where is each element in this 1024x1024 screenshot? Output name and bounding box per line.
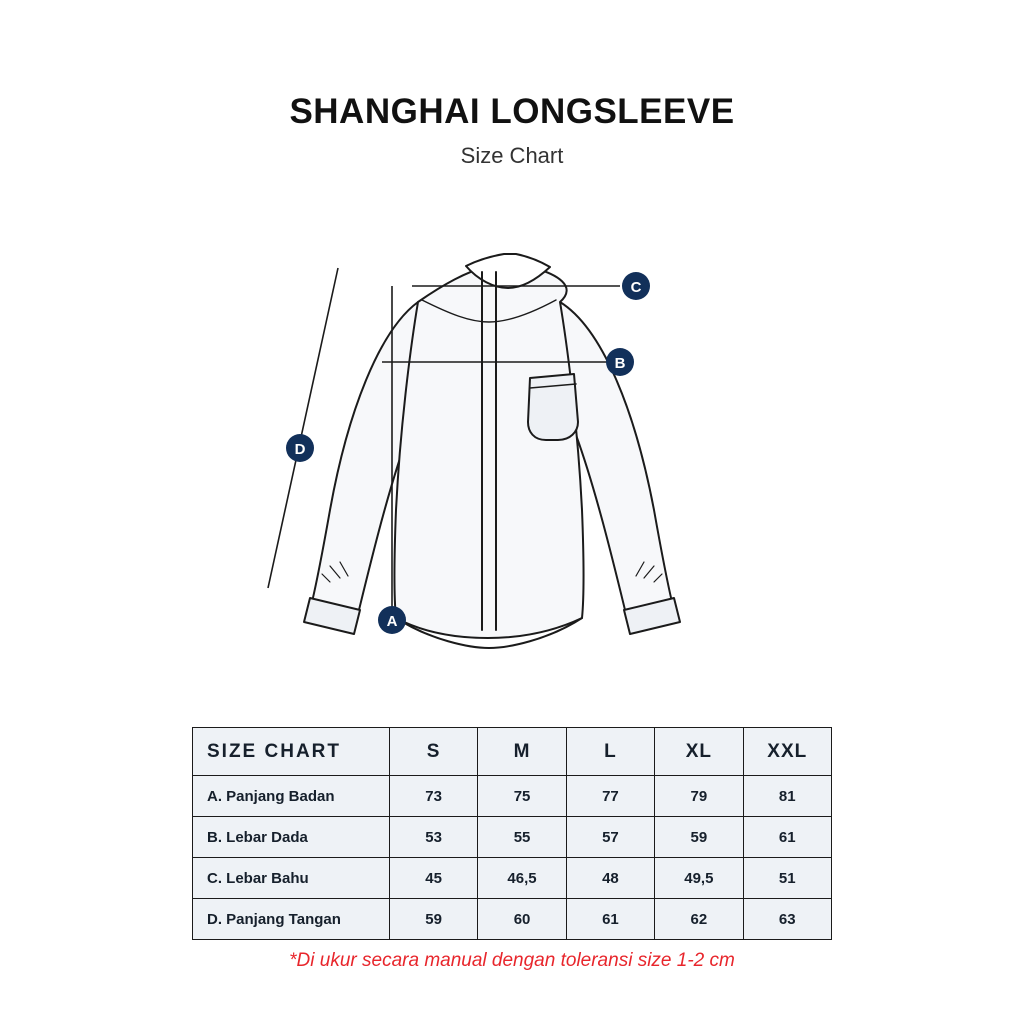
page-title: SHANGHAI LONGSLEEVE (289, 92, 735, 131)
table-header-cell: S (389, 728, 477, 776)
row-value: 49,5 (655, 858, 743, 899)
table-header-cell: SIZE CHART (193, 728, 390, 776)
marker-d-label: D (294, 441, 306, 458)
row-value: 61 (743, 817, 831, 858)
table-row (193, 858, 832, 899)
row-value: 63 (743, 899, 831, 940)
row-value: 62 (655, 899, 743, 940)
row-label: C. Lebar Bahu (193, 858, 390, 899)
row-value: 48 (566, 858, 654, 899)
table-header-cell: L (566, 728, 654, 776)
size-chart-table-wrap (192, 727, 832, 940)
table-header-cell: M (478, 728, 566, 776)
row-value: 55 (478, 817, 566, 858)
row-label: A. Panjang Badan (193, 776, 390, 817)
row-value: 61 (566, 899, 654, 940)
row-value: 53 (389, 817, 477, 858)
marker-b-label: B (614, 355, 626, 372)
row-value: 46,5 (478, 858, 566, 899)
marker-a-label: A (386, 613, 398, 630)
row-label: D. Panjang Tangan (193, 899, 390, 940)
row-label: B. Lebar Dada (193, 817, 390, 858)
table-header-cell: XXL (743, 728, 831, 776)
row-value: 77 (566, 776, 654, 817)
marker-c-label: C (630, 279, 642, 296)
table-header-cell: XL (655, 728, 743, 776)
row-value: 45 (389, 858, 477, 899)
row-value: 59 (389, 899, 477, 940)
row-value: 51 (743, 858, 831, 899)
row-value: 73 (389, 776, 477, 817)
row-value: 57 (566, 817, 654, 858)
size-chart-table (192, 727, 832, 940)
table-row (193, 817, 832, 858)
row-value: 59 (655, 817, 743, 858)
row-value: 81 (743, 776, 831, 817)
tolerance-note: *Di ukur secara manual dengan toleransi size 1-2 cm (289, 950, 735, 971)
garment-illustration (230, 210, 790, 680)
table-row (193, 899, 832, 940)
table-header-row (193, 728, 832, 776)
row-value: 75 (478, 776, 566, 817)
table-row (193, 776, 832, 817)
row-value: 60 (478, 899, 566, 940)
row-value: 79 (655, 776, 743, 817)
page-subtitle: Size Chart (460, 143, 564, 168)
